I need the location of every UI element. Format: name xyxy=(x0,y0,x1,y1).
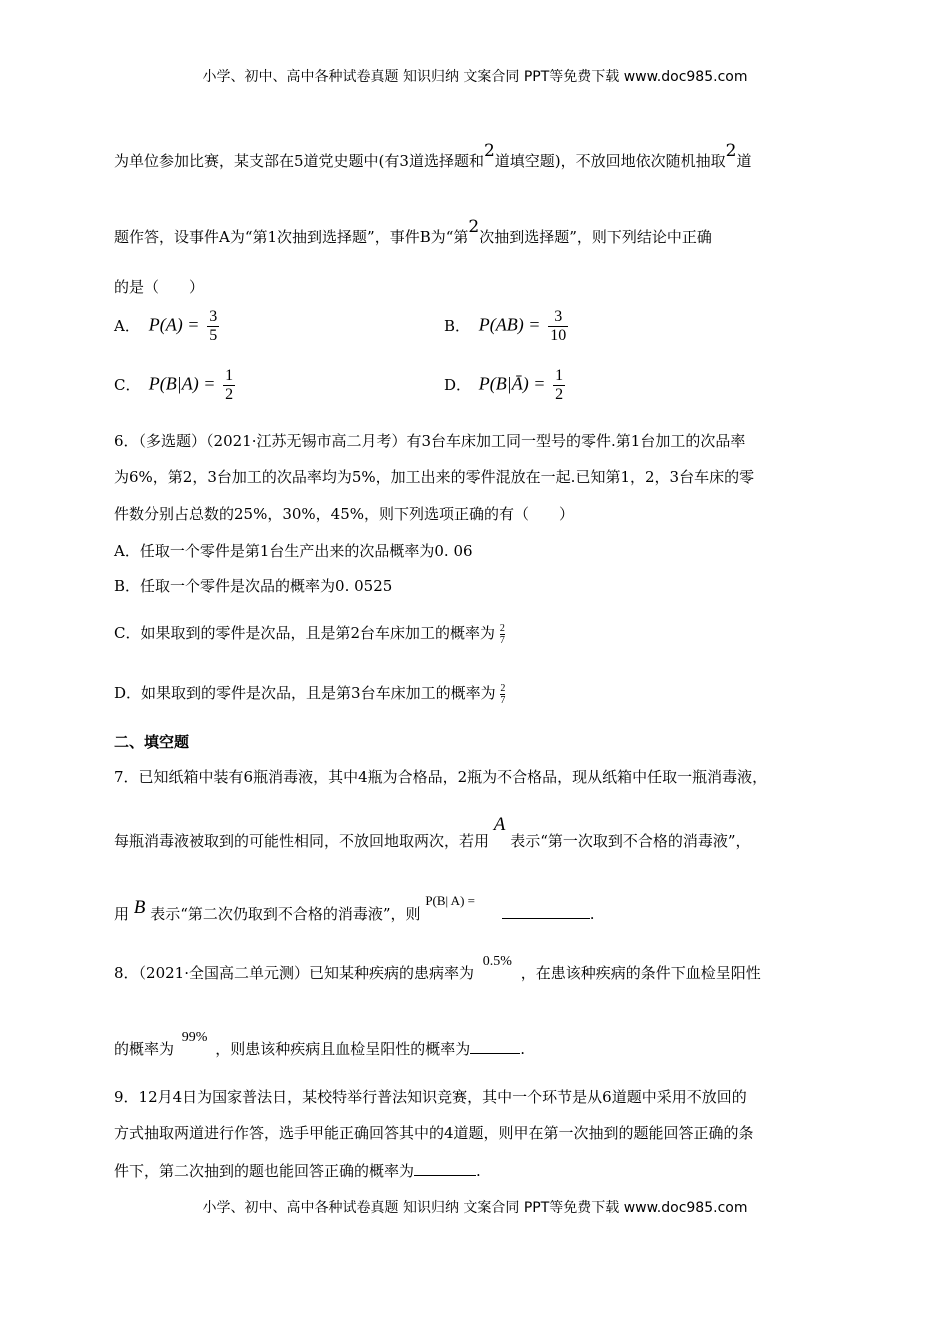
probability-expr: P(B| A) = xyxy=(425,893,475,908)
probability-expr: P(B|A) = xyxy=(148,373,216,394)
q5-option-b xyxy=(444,308,568,345)
small-fraction xyxy=(500,623,505,646)
fraction-numerator: 3 xyxy=(554,308,563,325)
q6-option-c xyxy=(114,622,505,646)
q5-text: 题作答，设事件A为“第1次抽到选择题”，事件B为“第 xyxy=(114,228,469,246)
q5-option-c xyxy=(114,367,235,404)
q7-text: 表示“第一次取到不合格的消毒液”， xyxy=(510,832,751,850)
superscript-number: 2 xyxy=(483,141,495,161)
answer-blank[interactable] xyxy=(502,918,590,919)
option-label: B． xyxy=(444,316,471,335)
q8-text: ，则患该种疾病且血检呈阳性的概率为 xyxy=(215,1040,471,1058)
q6-line-1: 6．（多选题）（2021·江苏无锡市高二月考）有3台车床加工同一型号的零件.第1台加工的次品率 xyxy=(114,432,746,450)
q5-line-2 xyxy=(114,217,712,247)
q6-option-c-text: C．如果取到的零件是次品，且是第2台车床加工的概率为 xyxy=(114,624,496,642)
q7-text: 每瓶消毒液被取到的可能性相同，不放回地取两次，若用 xyxy=(114,832,490,850)
percentage-value: 99% xyxy=(181,1030,208,1045)
q9-line-3 xyxy=(114,1160,481,1181)
q8-text: 的概率为 xyxy=(114,1040,175,1058)
q7-text: 表示“第二次仍取到不合格的消毒液”，则 xyxy=(150,905,421,923)
page-footer: 小学、初中、高中各种试卷真题 知识归纳 文案合同 PPT等免费下载 www.doc985.com xyxy=(202,1200,748,1216)
fraction xyxy=(548,308,568,345)
fraction-denominator: 7 xyxy=(499,634,505,646)
q6-option-b: B．任取一个零件是次品的概率为0. 0525 xyxy=(114,577,393,595)
probability-expr: P(A) = xyxy=(148,314,200,335)
q8-text: ，在患该种疾病的条件下血检呈阳性 xyxy=(520,964,761,982)
fraction-numerator: 3 xyxy=(209,308,218,325)
section-title: 二、填空题 xyxy=(114,733,190,751)
q5-text: 道填空题)，不放回地依次随机抽取 xyxy=(494,152,726,170)
fraction-denominator: 5 xyxy=(209,327,218,344)
period: . xyxy=(520,1040,526,1058)
q5-text: 次抽到选择题”，则下列结论中正确 xyxy=(479,228,712,246)
q5-text: 道 xyxy=(736,152,752,170)
q5-option-a xyxy=(114,308,219,345)
probability-expr: P(AB) = xyxy=(478,314,541,335)
option-label: C． xyxy=(114,375,141,394)
fraction-numerator: 1 xyxy=(555,367,564,384)
q8-line-1 xyxy=(114,954,761,983)
q6-option-a: A．任取一个零件是第1台生产出来的次品概率为0. 06 xyxy=(114,542,473,560)
fraction-denominator: 10 xyxy=(550,327,567,344)
option-label: D． xyxy=(444,375,472,394)
q8-line-2 xyxy=(114,1030,526,1059)
q6-line-3: 件数分别占总数的25%，30%，45%，则下列选项正确的有（ ） xyxy=(114,505,575,523)
fraction-denominator: 2 xyxy=(225,386,234,403)
fraction-numerator: 2 xyxy=(500,682,506,694)
q5-line-3: 的是（ ） xyxy=(114,278,205,296)
q6-option-d-text: D．如果取到的零件是次品，且是第3台车床加工的概率为 xyxy=(114,684,496,702)
q7-line-1: 7．已知纸箱中装有6瓶消毒液，其中4瓶为合格品，2瓶为不合格品，现从纸箱中任取一瓶消毒液， xyxy=(114,768,768,786)
percentage-value: 0.5% xyxy=(482,954,512,969)
q5-option-d xyxy=(444,367,565,404)
fraction-numerator: 2 xyxy=(499,622,505,634)
superscript-number: 2 xyxy=(468,217,480,237)
fraction-denominator: 2 xyxy=(555,386,564,403)
q8-text: 8．（2021·全国高二单元测）已知某种疾病的患病率为 xyxy=(114,964,474,982)
q9-text: 件下，第二次抽到的题也能回答正确的概率为 xyxy=(114,1162,415,1180)
probability-expr: P(B|Ā) = xyxy=(478,373,546,394)
small-fraction xyxy=(500,683,505,706)
q5-line-1 xyxy=(114,141,752,171)
fraction-denominator: 7 xyxy=(500,694,506,706)
event-symbol: A xyxy=(493,814,506,835)
answer-blank[interactable] xyxy=(414,1175,476,1176)
period: . xyxy=(476,1162,481,1180)
fraction xyxy=(207,308,219,345)
q7-line-3 xyxy=(114,893,595,925)
q9-line-2: 方式抽取两道进行作答，选手甲能正确回答其中的4道题，则甲在第一次抽到的题能回答正确的条 xyxy=(114,1124,754,1142)
q7-line-2 xyxy=(114,814,751,852)
q6-line-2: 为6%，第2，3台加工的次品率均为5%，加工出来的零件混放在一起.已知第1，2，3台车床的零 xyxy=(114,468,755,486)
q7-text: 用 xyxy=(114,905,130,923)
q5-text: 为单位参加比赛，某支部在5道党史题中(有3道选择题和 xyxy=(114,152,484,170)
page-header: 小学、初中、高中各种试卷真题 知识归纳 文案合同 PPT等免费下载 www.doc985.com xyxy=(202,69,748,85)
fraction-numerator: 1 xyxy=(225,367,234,384)
q9-line-1: 9．12月4日为国家普法日，某校特举行普法知识竞赛，其中一个环节是从6道题中采用不放回的 xyxy=(114,1088,747,1106)
q6-option-d xyxy=(114,682,505,706)
option-label: A． xyxy=(114,316,140,335)
fraction xyxy=(223,367,235,404)
fraction xyxy=(553,367,565,404)
answer-blank[interactable] xyxy=(470,1053,520,1054)
superscript-number: 2 xyxy=(725,141,737,161)
period: . xyxy=(589,905,595,923)
event-symbol: B xyxy=(133,897,146,918)
